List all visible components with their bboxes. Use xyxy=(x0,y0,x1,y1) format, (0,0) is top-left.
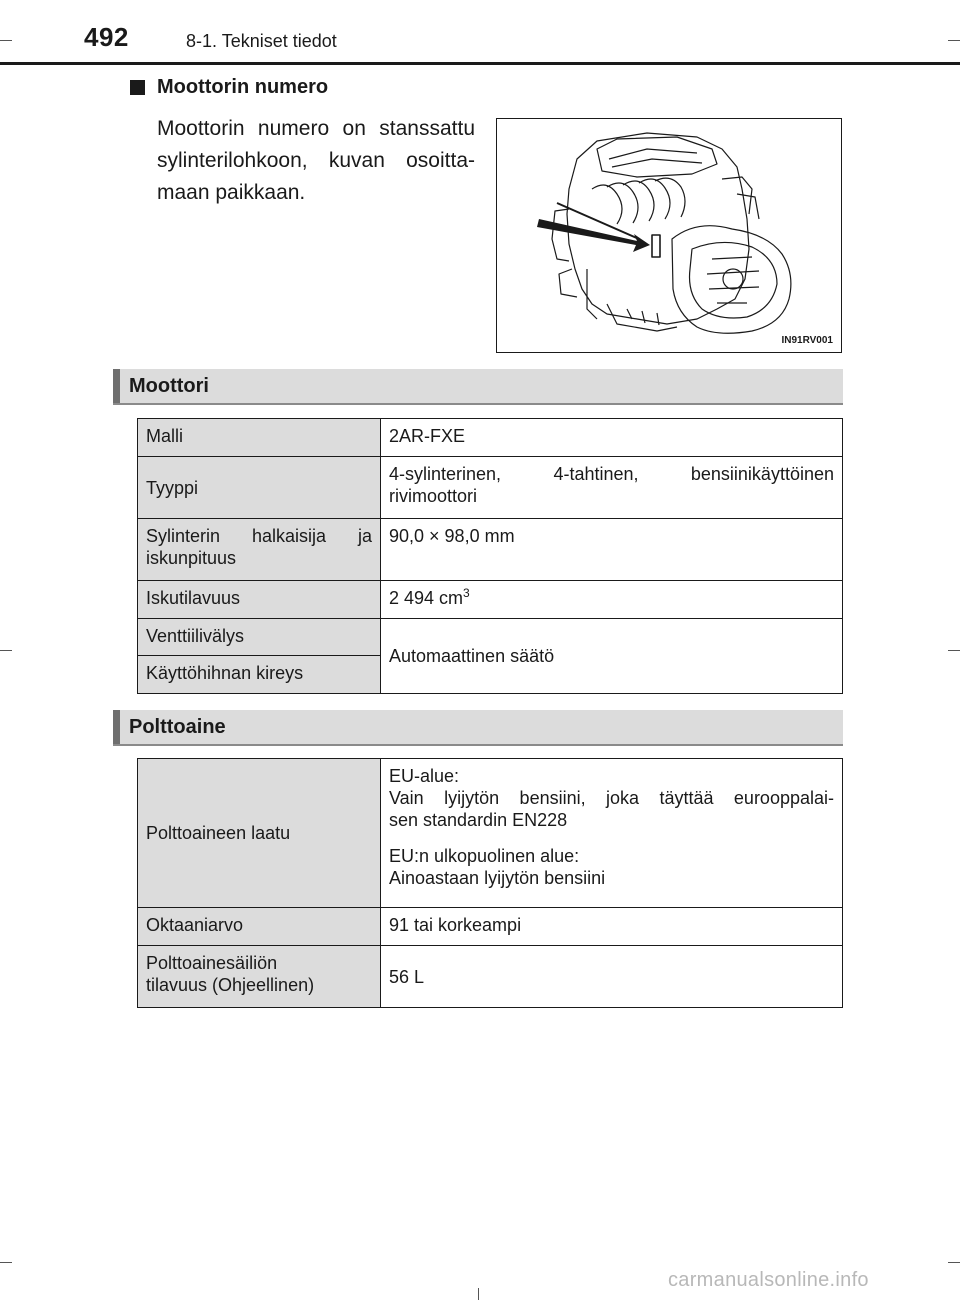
figure-code: IN91RV001 xyxy=(781,335,833,346)
body-line: Moottorin numero on stanssattu xyxy=(157,117,475,140)
spec-label: Malli xyxy=(138,419,381,457)
table-row xyxy=(138,457,843,519)
spec-label: Tyyppi xyxy=(138,457,381,519)
fuel-eu-line: Vain lyijytön bensiini, joka täyttää eurooppalai- xyxy=(389,788,834,808)
spec-label xyxy=(138,519,381,581)
spec-value-superscript: 3 xyxy=(463,586,470,600)
bar-accent xyxy=(113,369,120,403)
engine-drawing-icon xyxy=(497,119,840,351)
section-bar-fuel xyxy=(113,710,843,746)
spec-value xyxy=(381,457,843,519)
fuel-non-eu-text: Ainoastaan lyijytön bensiini xyxy=(389,868,606,888)
section-title: Polttoaine xyxy=(129,716,226,738)
spec-value: 90,0 × 98,0 mm xyxy=(381,519,843,581)
crop-mark xyxy=(478,1288,479,1300)
spec-value: Automaattinen säätö xyxy=(381,619,843,694)
crop-mark xyxy=(948,1262,960,1263)
crop-mark xyxy=(0,650,12,651)
table-row xyxy=(138,619,843,656)
spec-value: 91 tai korkeampi xyxy=(381,908,843,946)
table-row xyxy=(138,519,843,581)
body-line: maan paikkaan. xyxy=(157,181,306,204)
spec-label: Polttoaineen laatu xyxy=(138,759,381,908)
table-row xyxy=(138,419,843,457)
fuel-spec-table xyxy=(137,758,843,1008)
watermark: carmanualsonline.info xyxy=(668,1269,869,1291)
page-number: 492 xyxy=(84,22,129,52)
table-row xyxy=(138,759,843,908)
spec-label-line: iskunpituus xyxy=(146,548,237,568)
spec-label-line: Sylinterin halkaisija ja xyxy=(146,526,372,546)
spec-value-line: rivimoottori xyxy=(389,486,478,506)
chapter-title: 8-1. Tekniset tiedot xyxy=(186,31,337,51)
spec-value-line: 4-sylinterinen, 4-tahtinen, bensiinikäyttöinen xyxy=(389,464,834,484)
spec-label: Oktaaniarvo xyxy=(138,908,381,946)
spec-value: 2AR-FXE xyxy=(381,419,843,457)
spec-value-text: 2 494 cm xyxy=(389,588,464,608)
engine-spec-table xyxy=(137,418,843,694)
fuel-eu-line: sen standardin EN228 xyxy=(389,810,568,830)
crop-mark xyxy=(948,650,960,651)
crop-mark xyxy=(0,1262,12,1263)
table-row xyxy=(138,581,843,619)
body-line: sylinterilohkoon, kuvan osoitta- xyxy=(157,149,475,172)
spec-label: Käyttöhihnan kireys xyxy=(138,656,381,694)
bar-accent xyxy=(113,710,120,744)
section-heading: Moottorin numero xyxy=(157,76,329,98)
spec-label-line: tilavuus (Ohjeellinen) xyxy=(146,975,315,995)
header-rule xyxy=(0,62,960,65)
crop-mark xyxy=(0,40,12,41)
table-row xyxy=(138,908,843,946)
spec-value xyxy=(381,581,843,619)
table-row xyxy=(138,946,843,1008)
spec-value xyxy=(381,759,843,908)
fuel-eu-heading: EU-alue: xyxy=(389,766,460,786)
section-body xyxy=(157,113,475,209)
fuel-non-eu-heading: EU:n ulkopuolinen alue: xyxy=(389,846,580,866)
spec-label: Iskutilavuus xyxy=(138,581,381,619)
section-bar-engine xyxy=(113,369,843,405)
section-bullet-icon xyxy=(130,80,145,95)
engine-illustration xyxy=(496,118,842,353)
crop-mark xyxy=(948,40,960,41)
spec-value: 56 L xyxy=(381,946,843,1008)
spec-label: Venttiilivälys xyxy=(138,619,381,656)
section-title: Moottori xyxy=(129,375,209,397)
spec-label xyxy=(138,946,381,1008)
spec-label-line: Polttoainesäiliön xyxy=(146,953,278,973)
